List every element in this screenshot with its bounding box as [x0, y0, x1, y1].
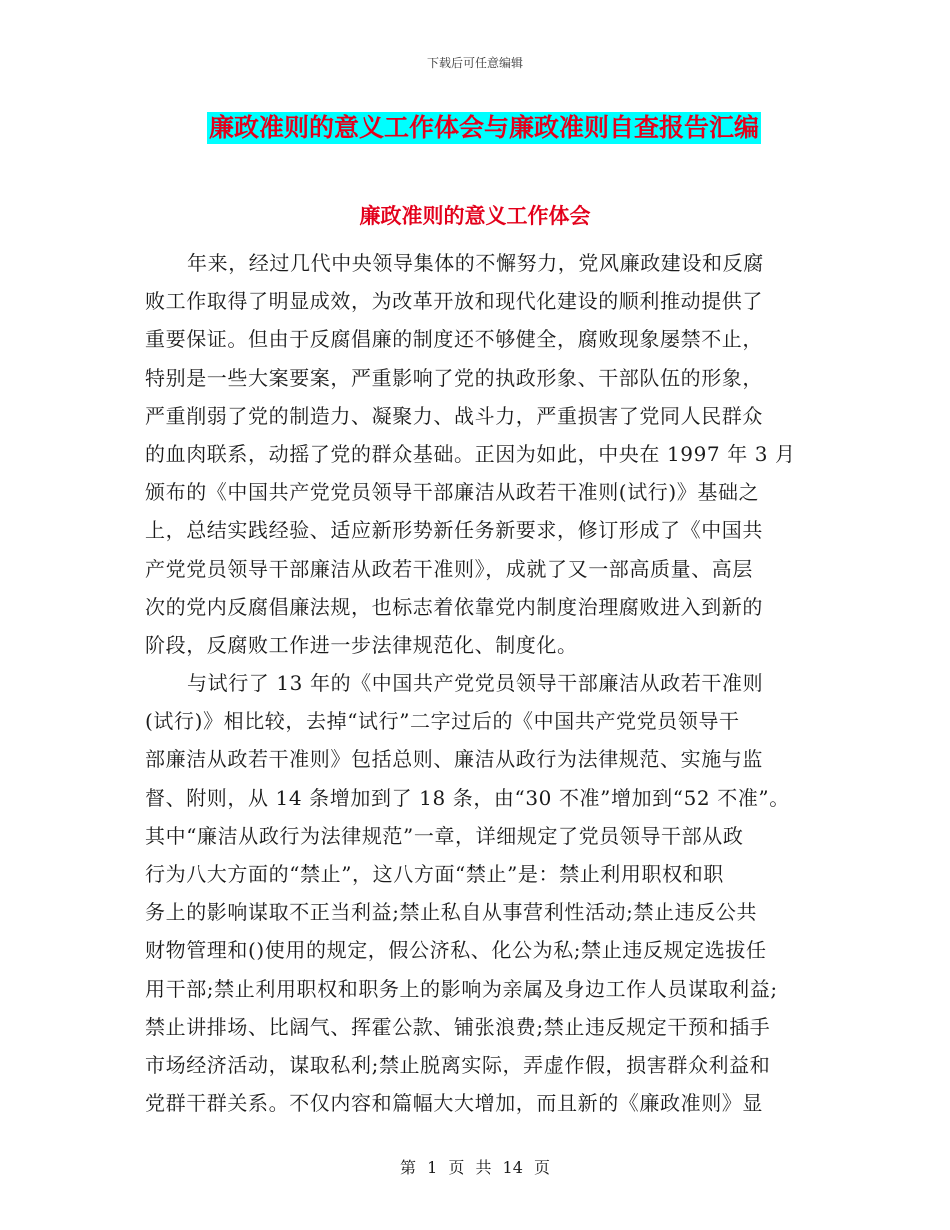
- header-note: 下载后可任意编辑: [426, 56, 523, 70]
- page-footer: 第 1 页 共 14 页: [400, 1158, 550, 1177]
- paragraph-line: 上，总结实践经验、适应新形势新任务新要求，修订形成了《中国共: [145, 518, 763, 543]
- paragraph-line: 党群干群关系。不仅内容和篇幅大大增加，而且新的《廉政准则》显: [145, 1091, 763, 1116]
- main-title: 廉政准则的意义工作体会与廉政准则自查报告汇编: [209, 113, 760, 142]
- paragraph-line: 务上的影响谋取不正当利益;禁止私自从事营利性活动;禁止违反公共: [145, 900, 758, 925]
- paragraph-line: 败工作取得了明显成效，为改革开放和现代化建设的顺利推动提供了: [145, 289, 763, 314]
- section-title: 廉政准则的意义工作体会: [359, 204, 591, 228]
- paragraph-line: 颁布的《中国共产党党员领导干部廉洁从政若干准则(试行)》基础之: [145, 480, 760, 505]
- paragraph-line: 部廉洁从政若干准则》包括总则、廉洁从政行为法律规范、实施与监: [145, 747, 763, 772]
- paragraph-line: 用干部;禁止利用职权和职务上的影响为亲属及身边工作人员谋取利益;: [145, 976, 778, 1001]
- paragraph-line: 产党党员领导干部廉洁从政若干准则》，成就了又一部高质量、高层: [145, 556, 753, 581]
- paragraph-line: 严重削弱了党的制造力、凝聚力、战斗力，严重损害了党同人民群众: [145, 403, 763, 428]
- paragraph-line: 财物管理和()使用的规定，假公济私、化公为私;禁止违反规定选拔任: [145, 938, 767, 963]
- paragraph-line: 行为八大方面的“禁止”，这八方面“禁止”是：禁止利用职权和职: [145, 862, 724, 886]
- paragraph-line: 阶段，反腐败工作进一步法律规范化、制度化。: [145, 632, 578, 657]
- paragraph-line: (试行)》相比较，去掉“试行”二字过后的《中国共产党党员领导干: [145, 709, 740, 734]
- paragraph-line: 重要保证。但由于反腐倡廉的制度还不够健全，腐败现象屡禁不止，: [145, 327, 763, 352]
- paragraph-line: 市场经济活动，谋取私利;禁止脱离实际，弄虚作假，损害群众利益和: [145, 1052, 771, 1077]
- paragraph-line: 与试行了 13 年的《中国共产党党员领导干部廉洁从政若干准则: [187, 671, 764, 696]
- paragraph-line: 其中“廉洁从政行为法律规范”一章，详细规定了党员领导干部从政: [145, 823, 744, 848]
- paragraph-line: 禁止讲排场、比阔气、挥霍公款、铺张浪费;禁止违反规定干预和插手: [145, 1014, 771, 1039]
- paragraph-line: 特别是一些大案要案，严重影响了党的执政形象、干部队伍的形象，: [145, 365, 763, 390]
- paragraph-line: 次的党内反腐倡廉法规，也标志着依靠党内制度治理腐败进入到新的: [145, 594, 763, 619]
- body-text: [145, 244, 809, 1122]
- paragraph-line: 督、附则，从 14 条增加到了 18 条，由“30 不准”增加到“52 不准”。: [145, 785, 790, 810]
- paragraph-line: 的血肉联系，动摇了党的群众基础。正因为如此，中央在 1997 年 3 月: [145, 441, 796, 466]
- paragraph-line: 年来，经过几代中央领导集体的不懈努力，党风廉政建设和反腐: [187, 251, 764, 275]
